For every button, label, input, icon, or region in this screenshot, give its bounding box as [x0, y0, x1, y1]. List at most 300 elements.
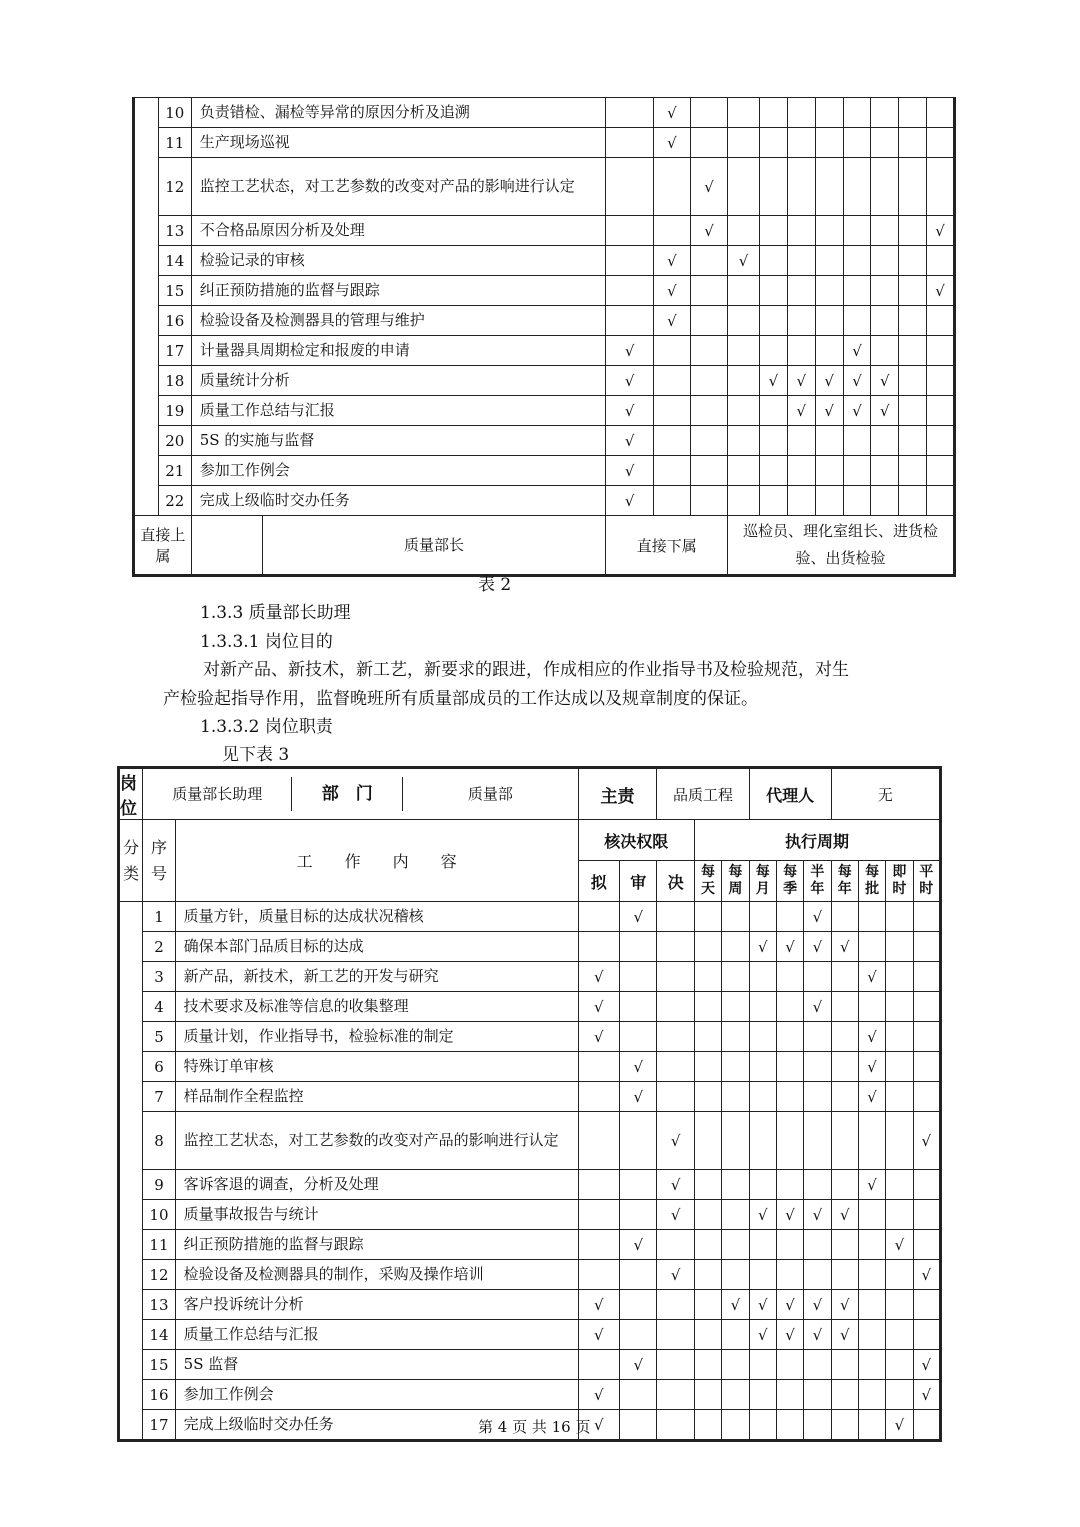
check-cell: [899, 246, 927, 276]
check-cell: [899, 306, 927, 336]
check-cell: √: [804, 902, 831, 932]
check-cell: [886, 1022, 913, 1052]
table3-row: [119, 1350, 941, 1380]
table3-row: [119, 962, 941, 992]
check-cell: √: [578, 1022, 620, 1052]
row-number: 17: [143, 1410, 175, 1441]
row-number: 2: [143, 932, 175, 962]
check-cell: [804, 1112, 831, 1170]
check-cell: [843, 128, 871, 158]
check-cell: [815, 246, 843, 276]
period-column-header: 每月: [749, 861, 776, 902]
check-cell: [899, 336, 927, 366]
check-cell: [858, 932, 885, 962]
check-cell: [927, 306, 955, 336]
check-cell: [815, 158, 843, 216]
check-cell: [899, 396, 927, 426]
check-cell: √: [578, 1320, 620, 1350]
check-cell: [804, 1082, 831, 1112]
check-cell: √: [606, 486, 653, 516]
check-cell: [606, 306, 653, 336]
table3-row: [119, 932, 941, 962]
row-number: 3: [143, 962, 175, 992]
check-cell: √: [657, 1260, 694, 1290]
check-cell: [831, 1350, 858, 1380]
check-cell: √: [690, 216, 727, 246]
check-cell: √: [653, 246, 690, 276]
table-2-footer: [134, 516, 955, 576]
check-cell: [831, 1022, 858, 1052]
check-cell: [578, 1052, 620, 1082]
task-description: 检验记录的审核: [191, 246, 606, 276]
check-cell: [578, 1082, 620, 1112]
check-cell: √: [578, 1290, 620, 1320]
check-cell: √: [578, 992, 620, 1022]
check-cell: √: [620, 1350, 657, 1380]
task-description: 参加工作例会: [175, 1380, 578, 1410]
check-cell: [690, 396, 727, 426]
task-description: 检验设备及检测器具的制作，采购及操作培训: [175, 1260, 578, 1290]
check-cell: [620, 932, 657, 962]
row-number: 22: [158, 486, 191, 516]
check-cell: [886, 932, 913, 962]
period-column-header: 每天: [694, 861, 721, 902]
task-description: 生产现场巡视: [191, 128, 606, 158]
check-cell: [690, 336, 727, 366]
main-value: 品质工程: [657, 768, 749, 820]
check-cell: √: [606, 396, 653, 426]
check-cell: √: [760, 366, 788, 396]
check-cell: [657, 1022, 694, 1052]
check-cell: [760, 336, 788, 366]
task-description: 样品制作全程监控: [175, 1082, 578, 1112]
check-cell: √: [858, 1170, 885, 1200]
authority-column-header: 审: [620, 861, 657, 902]
check-cell: √: [787, 396, 815, 426]
check-cell: [871, 336, 899, 366]
check-cell: √: [886, 1230, 913, 1260]
check-cell: √: [927, 216, 955, 246]
check-cell: [620, 1320, 657, 1350]
check-cell: [927, 456, 955, 486]
task-description: 完成上级临时交办任务: [175, 1410, 578, 1441]
check-cell: √: [776, 1200, 803, 1230]
period-column-header: 每季: [776, 861, 803, 902]
task-description: 客户投诉统计分析: [175, 1290, 578, 1320]
task-description: 纠正预防措施的监督与跟踪: [191, 276, 606, 306]
check-cell: √: [804, 992, 831, 1022]
check-cell: [694, 1052, 721, 1082]
main-label: 主责: [578, 768, 657, 820]
check-cell: [749, 1410, 776, 1441]
check-cell: [694, 932, 721, 962]
check-cell: [804, 1170, 831, 1200]
check-cell: [653, 216, 690, 246]
period-column-header: 每批: [858, 861, 885, 902]
task-description: 纠正预防措施的监督与跟踪: [175, 1230, 578, 1260]
table2-row: [134, 306, 955, 336]
check-cell: [728, 98, 760, 128]
check-cell: [815, 128, 843, 158]
task-description: 质量统计分析: [191, 366, 606, 396]
check-cell: [804, 1260, 831, 1290]
task-description: 特殊订单审核: [175, 1052, 578, 1082]
period-column-header: 平时: [913, 861, 940, 902]
table2-row: [134, 128, 955, 158]
row-number: 18: [158, 366, 191, 396]
check-cell: √: [620, 1230, 657, 1260]
check-cell: [760, 128, 788, 158]
check-cell: [843, 216, 871, 246]
row-number: 7: [143, 1082, 175, 1112]
row-number: 13: [158, 216, 191, 246]
check-cell: [886, 1380, 913, 1410]
check-cell: [871, 128, 899, 158]
check-cell: [831, 1170, 858, 1200]
check-cell: [694, 1082, 721, 1112]
check-cell: [606, 158, 653, 216]
check-cell: [787, 336, 815, 366]
task-description: 质量工作总结与汇报: [191, 396, 606, 426]
check-cell: √: [690, 158, 727, 216]
task-description: 监控工艺状态，对工艺参数的改变对产品的影响进行认定: [175, 1112, 578, 1170]
check-cell: [620, 1022, 657, 1052]
check-cell: √: [578, 1410, 620, 1441]
row-number: 14: [143, 1320, 175, 1350]
check-cell: [760, 306, 788, 336]
check-cell: [620, 1290, 657, 1320]
table2-row: [134, 216, 955, 246]
check-cell: √: [749, 1320, 776, 1350]
check-cell: √: [831, 932, 858, 962]
period-column-header: 半年: [804, 861, 831, 902]
table2-row: [134, 98, 955, 128]
check-cell: √: [787, 366, 815, 396]
check-cell: [858, 1290, 885, 1320]
check-cell: √: [815, 366, 843, 396]
check-cell: [843, 456, 871, 486]
check-cell: √: [620, 1052, 657, 1082]
superior-label: 直接上属: [134, 516, 192, 576]
table2-row: [134, 426, 955, 456]
check-cell: √: [804, 1200, 831, 1230]
table2-row: [134, 366, 955, 396]
check-cell: [728, 396, 760, 426]
check-cell: [657, 1350, 694, 1380]
post-info: 质量部长助理 部 门 质量部: [143, 768, 578, 820]
check-cell: [886, 902, 913, 932]
check-cell: [776, 1260, 803, 1290]
table2-row: [134, 486, 955, 516]
check-cell: [749, 1112, 776, 1170]
check-cell: [858, 1410, 885, 1441]
check-cell: [787, 426, 815, 456]
check-cell: [831, 902, 858, 932]
check-cell: √: [749, 1200, 776, 1230]
check-cell: [913, 1170, 940, 1200]
check-cell: √: [606, 456, 653, 486]
task-description: 负责错检、漏检等异常的原因分析及追溯: [191, 98, 606, 128]
task-description: 技术要求及标准等信息的收集整理: [175, 992, 578, 1022]
task-description: 5S 的实施与监督: [191, 426, 606, 456]
check-cell: √: [728, 246, 760, 276]
check-cell: [871, 158, 899, 216]
check-cell: [578, 1230, 620, 1260]
check-cell: [690, 426, 727, 456]
check-cell: [831, 1260, 858, 1290]
table3-row: [119, 1112, 941, 1170]
category-header: 分类: [119, 820, 143, 902]
check-cell: √: [653, 98, 690, 128]
task-description: 新产品，新技术，新工艺的开发与研究: [175, 962, 578, 992]
check-cell: [804, 1052, 831, 1082]
purpose-title: 1.3.3.1 岗位目的: [200, 632, 333, 652]
check-cell: [749, 1082, 776, 1112]
authority-column-header: 拟: [578, 861, 620, 902]
check-cell: [804, 1380, 831, 1410]
check-cell: √: [653, 276, 690, 306]
check-cell: [749, 1052, 776, 1082]
check-cell: √: [886, 1410, 913, 1441]
check-cell: [776, 1112, 803, 1170]
check-cell: [899, 456, 927, 486]
table2-row: [134, 336, 955, 366]
check-cell: [728, 128, 760, 158]
check-cell: [653, 456, 690, 486]
check-cell: [871, 426, 899, 456]
check-cell: [899, 486, 927, 516]
row-number: 15: [158, 276, 191, 306]
check-cell: [728, 216, 760, 246]
check-cell: [653, 366, 690, 396]
check-cell: √: [913, 1260, 940, 1290]
check-cell: [831, 1082, 858, 1112]
check-cell: [913, 1052, 940, 1082]
check-cell: [913, 1200, 940, 1230]
task-description: 质量计划，作业指导书，检验标准的制定: [175, 1022, 578, 1052]
check-cell: [690, 366, 727, 396]
check-cell: [858, 1320, 885, 1350]
check-cell: [899, 276, 927, 306]
check-cell: [578, 1200, 620, 1230]
check-cell: [886, 1082, 913, 1112]
check-cell: [690, 486, 727, 516]
check-cell: √: [831, 1320, 858, 1350]
row-number: 20: [158, 426, 191, 456]
check-cell: [815, 216, 843, 246]
check-cell: [913, 1082, 940, 1112]
check-cell: [722, 1380, 749, 1410]
row-number: 21: [158, 456, 191, 486]
check-cell: [760, 246, 788, 276]
check-cell: [749, 1260, 776, 1290]
task-description: 完成上级临时交办任务: [191, 486, 606, 516]
check-cell: [694, 1260, 721, 1290]
check-cell: [728, 336, 760, 366]
check-cell: [653, 336, 690, 366]
check-cell: √: [804, 1320, 831, 1350]
period-column-header: 每年: [831, 861, 858, 902]
check-cell: [858, 1112, 885, 1170]
check-cell: [815, 486, 843, 516]
check-cell: [913, 992, 940, 1022]
check-cell: [776, 1052, 803, 1082]
check-cell: [690, 456, 727, 486]
check-cell: [606, 98, 653, 128]
header-row-1: [119, 820, 941, 861]
check-cell: [760, 426, 788, 456]
check-cell: √: [578, 1380, 620, 1410]
row-number: 11: [143, 1230, 175, 1260]
check-cell: [776, 1022, 803, 1052]
check-cell: [760, 396, 788, 426]
check-cell: [871, 276, 899, 306]
check-cell: [831, 1052, 858, 1082]
check-cell: √: [858, 962, 885, 992]
task-description: 确保本部门品质目标的达成: [175, 932, 578, 962]
check-cell: [927, 246, 955, 276]
check-cell: √: [657, 1112, 694, 1170]
check-cell: [886, 992, 913, 1022]
check-cell: [776, 1410, 803, 1441]
check-cell: [578, 1170, 620, 1200]
check-cell: √: [858, 1052, 885, 1082]
check-cell: [886, 1320, 913, 1350]
check-cell: [578, 902, 620, 932]
table3-row: [119, 1230, 941, 1260]
check-cell: [653, 396, 690, 426]
check-cell: [815, 98, 843, 128]
check-cell: [927, 128, 955, 158]
check-cell: [927, 396, 955, 426]
check-cell: [927, 426, 955, 456]
check-cell: [886, 1200, 913, 1230]
check-cell: [749, 1350, 776, 1380]
check-cell: [749, 902, 776, 932]
check-cell: [694, 1022, 721, 1052]
check-cell: [749, 962, 776, 992]
task-description: 质量事故报告与统计: [175, 1200, 578, 1230]
agent-value: 无: [831, 768, 940, 820]
check-cell: [843, 246, 871, 276]
check-cell: [578, 932, 620, 962]
check-cell: √: [776, 1290, 803, 1320]
check-cell: [657, 1380, 694, 1410]
check-cell: [722, 1350, 749, 1380]
subordinate-value: 巡检员、理化室组长、进货检验、出货检验: [728, 516, 955, 576]
table3-row: [119, 1200, 941, 1230]
check-cell: √: [606, 366, 653, 396]
check-cell: [858, 992, 885, 1022]
row-number: 9: [143, 1170, 175, 1200]
row-number: 16: [143, 1380, 175, 1410]
check-cell: [871, 246, 899, 276]
check-cell: [886, 962, 913, 992]
check-cell: [657, 962, 694, 992]
check-cell: √: [871, 366, 899, 396]
check-cell: [787, 456, 815, 486]
check-cell: [787, 486, 815, 516]
row-number: 10: [158, 98, 191, 128]
check-cell: [871, 98, 899, 128]
check-cell: [858, 1350, 885, 1380]
agent-label: 代理人: [749, 768, 831, 820]
check-cell: √: [606, 336, 653, 366]
check-cell: [722, 1022, 749, 1052]
check-cell: [690, 276, 727, 306]
content-header: 工 作 内 容: [175, 820, 578, 902]
table3-row: [119, 992, 941, 1022]
check-cell: √: [804, 932, 831, 962]
check-cell: [787, 98, 815, 128]
check-cell: [657, 1230, 694, 1260]
check-cell: [787, 128, 815, 158]
check-cell: [694, 902, 721, 932]
check-cell: [657, 1410, 694, 1441]
check-cell: [913, 1290, 940, 1320]
row-number: 13: [143, 1290, 175, 1320]
check-cell: √: [749, 932, 776, 962]
check-cell: √: [776, 932, 803, 962]
check-cell: [728, 456, 760, 486]
check-cell: [886, 1112, 913, 1170]
check-cell: √: [653, 128, 690, 158]
check-cell: [804, 1022, 831, 1052]
check-cell: [886, 1052, 913, 1082]
check-cell: [871, 486, 899, 516]
check-cell: [760, 276, 788, 306]
table-2: [132, 97, 956, 577]
check-cell: √: [606, 426, 653, 456]
check-cell: [606, 216, 653, 246]
row-number: 17: [158, 336, 191, 366]
row-number: 8: [143, 1112, 175, 1170]
check-cell: [776, 1380, 803, 1410]
check-cell: [722, 992, 749, 1022]
task-description: 检验设备及检测器具的管理与维护: [191, 306, 606, 336]
purpose-line-1: 对新产品、新技术，新工艺，新要求的跟进，作成相应的作业指导书及检验规范，对生: [203, 660, 849, 680]
duty-title: 1.3.3.2 岗位职责: [200, 717, 333, 737]
check-cell: [815, 426, 843, 456]
check-cell: [694, 1290, 721, 1320]
check-cell: [899, 158, 927, 216]
check-cell: [606, 128, 653, 158]
check-cell: √: [653, 306, 690, 336]
check-cell: [886, 1290, 913, 1320]
check-cell: [694, 1410, 721, 1441]
check-cell: [722, 1052, 749, 1082]
check-cell: [831, 962, 858, 992]
check-cell: [913, 1410, 940, 1441]
table3-row: [119, 902, 941, 932]
check-cell: [913, 932, 940, 962]
check-cell: [815, 336, 843, 366]
check-cell: [913, 1022, 940, 1052]
post-row: [119, 768, 941, 820]
check-cell: [927, 486, 955, 516]
check-cell: [871, 216, 899, 246]
check-cell: [886, 1260, 913, 1290]
row-number: 4: [143, 992, 175, 1022]
check-cell: [913, 1230, 940, 1260]
check-cell: [728, 158, 760, 216]
check-cell: [578, 1112, 620, 1170]
check-cell: [776, 962, 803, 992]
task-description: 5S 监督: [175, 1350, 578, 1380]
check-cell: [657, 1082, 694, 1112]
table2-row: [134, 396, 955, 426]
task-description: 质量方针，质量目标的达成状况稽核: [175, 902, 578, 932]
